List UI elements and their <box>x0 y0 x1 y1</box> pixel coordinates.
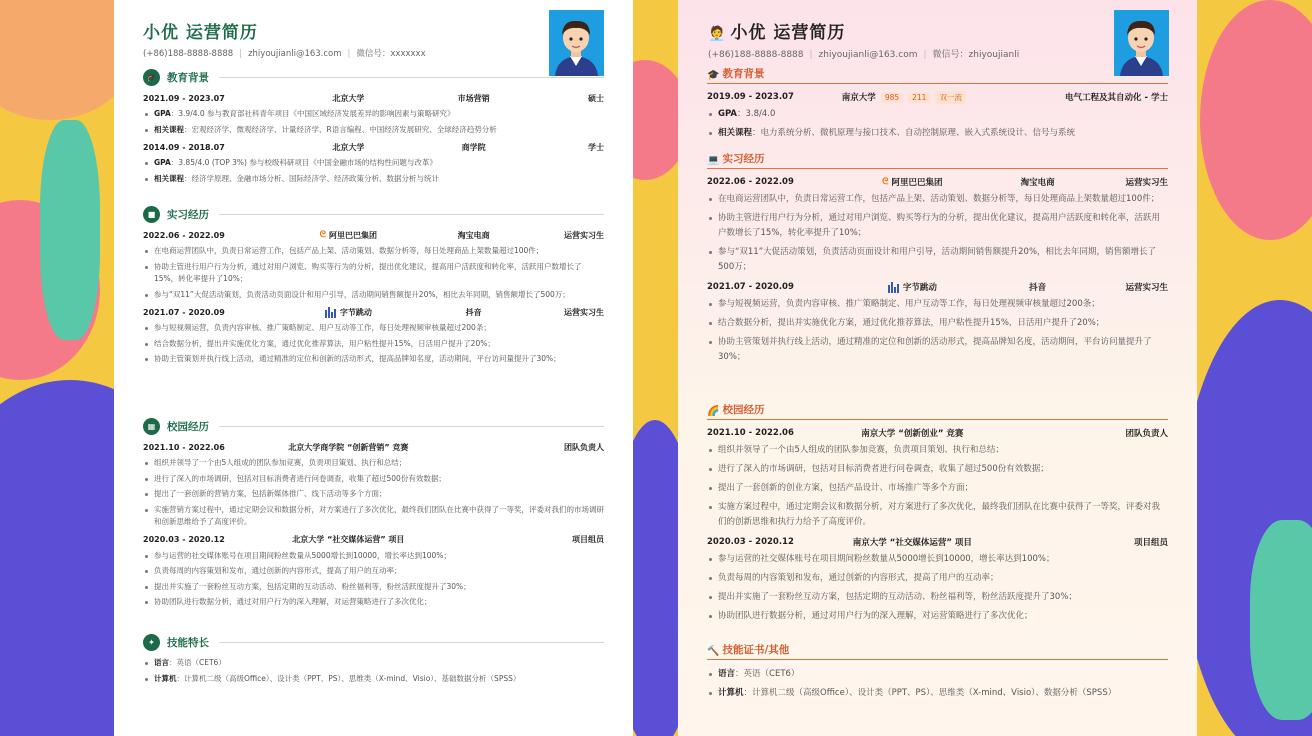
list-item <box>143 338 604 351</box>
item-text: 结合数据分析，提出并实施优化方案，通过优化推荐算法，用户粘性提升15%，日活用户提升了20%； <box>154 338 495 348</box>
section-divider <box>219 642 604 643</box>
alibaba-logo-icon: ᘓ <box>319 230 326 240</box>
entry-date: 2021.10 - 2022.06 <box>707 428 794 438</box>
entry-org <box>283 230 413 241</box>
section-graduation-cap <box>707 68 1168 145</box>
profile-photo <box>549 10 604 76</box>
item-text: ：计算机二级（高级Office）、设计类（PPT、PS）、思维类（X-mind、Visio）、基础数据分析（SPSS） <box>176 673 521 683</box>
item-text: 参与短视频运营，负责内容审核、推广策略制定、用户互动等工作，每日处理视频审核量超过200条； <box>718 299 1100 309</box>
entry-dept: 淘宝电商 <box>1020 178 1055 188</box>
section-title: 技能特长 <box>167 636 209 649</box>
entry-header <box>143 532 604 548</box>
entry-date: 2022.06 - 2022.09 <box>143 230 225 240</box>
section-campus <box>143 417 604 612</box>
list-item <box>707 126 1168 141</box>
entry-header <box>143 439 604 455</box>
list-item <box>707 211 1168 241</box>
entry-date: 2014.09 - 2018.07 <box>143 142 225 152</box>
entry-header <box>707 534 1168 550</box>
list-item <box>143 596 604 609</box>
wechat: 微信号：xxxxxxx <box>356 49 426 59</box>
section-hammer <box>707 644 1168 705</box>
resume-orange <box>678 0 1197 736</box>
entry-org-name: 阿里巴巴集团 <box>329 230 377 240</box>
item-key: GPA <box>154 158 171 167</box>
section-header <box>707 644 1168 660</box>
item-text: 提出并实施了一套粉丝互动方案，包括定期的互动活动、粉丝福利等，粉丝活跃度提升了30%； <box>718 592 1077 602</box>
list-item <box>143 504 604 529</box>
item-text: 提出并实施了一套粉丝互动方案，包括定期的互动活动、粉丝福利等，粉丝活跃度提升了30%； <box>154 581 471 591</box>
entry-header <box>143 227 604 243</box>
list-item <box>143 173 604 186</box>
list-item <box>707 686 1168 701</box>
section-briefcase <box>143 205 604 369</box>
section-header <box>707 153 1168 169</box>
laptop-icon: 💻 <box>707 155 720 166</box>
entry-org <box>283 142 413 153</box>
entry-header <box>707 279 1168 295</box>
entry-role: 运营实习生 <box>1125 283 1168 293</box>
entry-dept: 淘宝电商 <box>457 230 490 240</box>
graduation-cap-icon: 🎓 <box>707 70 720 81</box>
list-item <box>707 590 1168 605</box>
section-divider <box>219 214 604 215</box>
list-item <box>143 673 604 686</box>
entry-role: 运营实习生 <box>1125 178 1168 188</box>
entry-role: 项目组员 <box>571 535 604 544</box>
entry-header <box>143 90 604 106</box>
list-item <box>707 609 1168 624</box>
entry-org-name: 南京大学 “社交媒体运营” 项目 <box>852 538 972 548</box>
item-key: GPA <box>718 109 738 119</box>
section-title: 技能证书/其他 <box>722 644 790 656</box>
item-key: 相关课程 <box>718 128 753 138</box>
item-text: 参与短视频运营，负责内容审核、推广策略制定、用户互动等工作，每日处理视频审核量超过200条； <box>154 323 491 332</box>
item-text: 在电商运营团队中，负责日常运营工作，包括产品上架、活动策划、数据分析等，每日处理商品上架数量超过100件； <box>718 194 1160 204</box>
item-text: ：计算机二级（高级Office）、设计类（PPT、PS）、思维类（X-mind、Visio）、数据分析（SPSS） <box>743 688 1117 698</box>
entry-org-name: 北京大学 <box>332 142 365 152</box>
section-title: 教育背景 <box>167 71 209 84</box>
entry-dept: 抖音 <box>1029 283 1047 293</box>
section-header <box>707 404 1168 420</box>
entry-date: 2021.10 - 2022.06 <box>143 442 225 452</box>
item-text: 参与“双11”大促活动策划，负责活动页面设计和用户引导，活动期间销售额提升20%，相比去年同期，销售额增长了500万； <box>154 289 570 299</box>
item-text: 负责每周的内容策划和发布，通过创新的内容形式，提高了用户的互动率； <box>718 573 999 583</box>
campus-icon: ▦ <box>143 418 160 435</box>
item-key: GPA <box>154 109 171 118</box>
item-text: ：3.8/4.0 <box>737 109 776 119</box>
entry-header <box>707 174 1168 190</box>
entry-header <box>707 425 1168 441</box>
item-text: 结合数据分析，提出并实施优化方案，通过优化推荐算法，用户粘性提升15%，日活用户提升了20%； <box>718 318 1105 328</box>
section-laptop <box>707 153 1168 369</box>
list-item <box>143 457 604 470</box>
entry-date: 2022.06 - 2022.09 <box>707 177 794 187</box>
profile-photo <box>1114 10 1169 76</box>
section-header <box>143 417 604 435</box>
entry-header <box>707 89 1168 105</box>
item-text: 在电商运营团队中，负责日常运营工作，包括产品上架、活动策划、数据分析等，每日处理商品上架数量超过100件； <box>154 246 544 255</box>
entry-date: 2019.09 - 2023.07 <box>707 92 794 102</box>
item-text: 进行了深入的市场调研，包括对目标消费者进行问卷调查，收集了超过500份有效数据； <box>718 464 1049 474</box>
list-item <box>143 488 604 501</box>
list-item <box>707 335 1168 365</box>
section-spacer <box>143 651 604 655</box>
list-item <box>143 550 604 563</box>
resume-title-text: 小优 运营简历 <box>730 23 846 43</box>
entry-org <box>841 91 966 104</box>
item-text: 参与“双11”大促活动策划，负责活动页面设计和用户引导，活动期间销售额提升20%，相比去年同期，销售额增长了500万； <box>718 247 1157 272</box>
resume-green <box>114 0 633 736</box>
entry-org <box>283 307 413 318</box>
item-key: 语言 <box>154 658 169 667</box>
item-text: 提出了一套创新的创业方案，包括产品设计、市场推广等多个方面； <box>718 483 974 493</box>
list-item <box>143 657 604 670</box>
list-item <box>707 245 1168 275</box>
hammer-icon: 🔨 <box>707 646 720 657</box>
entry-org-name: 北京大学商学院 “创新营销” 竞赛 <box>288 442 409 452</box>
entry-date: 2021.07 - 2020.09 <box>143 307 225 317</box>
phone: (+86)188-8888-8888 <box>708 50 804 60</box>
list-item <box>143 108 604 121</box>
item-text: 协助主管策划并执行线上活动，通过精准的定位和创新的活动形式，提高品牌知名度，活动期间，平台访问量提升了30%； <box>154 354 561 363</box>
entry-org <box>847 176 977 188</box>
bytedance-logo-icon <box>888 282 899 293</box>
entry-header <box>143 139 604 155</box>
entry-date: 2021.09 - 2023.07 <box>143 93 225 103</box>
section-skills <box>143 633 604 688</box>
item-text: 协助主管进行用户行为分析，通过对用户浏览、购买等行为的分析，提出优化建议，提高用户活跃度和转化率，活跃用户数增长了15%，转化率提升了10%； <box>154 261 582 283</box>
section-title: 校园经历 <box>167 420 209 433</box>
alibaba-logo-icon: ᘓ <box>882 177 889 187</box>
section-header <box>143 633 604 651</box>
item-text: ：电力系统分析、微机原理与接口技术、自动控制原理、嵌入式系统设计、信号与系统 <box>752 128 1076 138</box>
section-header <box>707 68 1168 84</box>
item-text: 组织并领导了一个由5人组成的团队参加竞赛，负责项目策划、执行和总结； <box>718 445 1004 455</box>
entry-org-name: 北京大学 “社交媒体运营” 项目 <box>292 535 405 544</box>
section-divider <box>219 426 604 427</box>
entry-role: 电气工程及其自动化 - 学士 <box>1065 93 1168 103</box>
entry-role: 团队负责人 <box>563 442 604 452</box>
list-item <box>707 107 1168 122</box>
entry-role: 运营实习生 <box>563 307 604 317</box>
list-item <box>143 157 604 170</box>
entry-org <box>847 536 977 548</box>
entry-role: 运营实习生 <box>563 230 604 240</box>
item-text: ：宏观经济学、微观经济学、计量经济学、R语言编程、中国经济发展研究、全球经济趋势分析 <box>184 124 497 134</box>
entry-org-name: 南京大学 “创新创业” 竞赛 <box>861 429 964 439</box>
item-key: 相关课程 <box>154 124 184 134</box>
section-spacer <box>707 660 1168 665</box>
entry-org-name: 阿里巴巴集团 <box>891 178 943 188</box>
person-icon: 🧑‍💼 <box>708 26 727 42</box>
list-item <box>143 245 604 258</box>
list-item <box>143 124 604 137</box>
item-text: ：英语（CET6） <box>735 669 800 679</box>
item-text: 协助团队进行数据分析，通过对用户行为的深入理解，对运营策略进行了多次优化； <box>718 611 1033 621</box>
list-item <box>707 571 1168 586</box>
item-key: 相关课程 <box>154 173 184 183</box>
list-item <box>143 289 604 302</box>
item-text: ：3.85/4.0 (TOP 3%) 参与校级科研项目《中国金融市场的结构性问题与改革》 <box>170 158 437 167</box>
rainbow-icon: 🌈 <box>707 406 720 417</box>
entry-role: 学士 <box>587 142 604 152</box>
item-text: 组织并领导了一个由5人组成的团队参加竞赛，负责项目策划、执行和总结； <box>154 458 407 467</box>
list-item <box>143 261 604 286</box>
entry-dept: 抖音 <box>465 307 482 317</box>
contact-line: (+86)188-8888-8888 | zhiyoujianli@163.com | 微信号：xxxxxxx <box>143 49 426 59</box>
entry-role: 团队负责人 <box>1125 429 1168 439</box>
list-item <box>707 462 1168 477</box>
section-header <box>143 68 604 86</box>
entry-date: 2020.03 - 2020.12 <box>707 537 794 547</box>
entry-org-name: 南京大学 <box>841 93 876 103</box>
school-tag: 985 <box>881 92 903 103</box>
entry-date: 2020.03 - 2020.12 <box>143 535 225 544</box>
list-item <box>707 297 1168 312</box>
item-text: 负责每周的内容策划和发布，通过创新的内容形式，提高了用户的互动率； <box>154 566 402 575</box>
wechat: 微信号：zhiyoujianli <box>932 50 1020 60</box>
item-text: 提出了一套创新的营销方案，包括新媒体推广、线下活动等多个方面； <box>154 489 387 498</box>
item-text: 参与运营的社交媒体账号在项目期间粉丝数量从5000增长到10000，增长率达到100%； <box>154 550 451 560</box>
entry-dept: 商学院 <box>461 142 486 152</box>
entry-role: 项目组员 <box>1133 538 1168 548</box>
briefcase-icon: ■ <box>143 206 160 223</box>
contact-line: (+86)188-8888-8888 | zhiyoujianli@163.com | 微信号：zhiyoujianli <box>708 50 1020 60</box>
entry-org <box>847 427 977 439</box>
item-text: ：英语（CET6） <box>169 658 226 667</box>
email: zhiyoujianli@163.com <box>818 50 918 60</box>
list-item <box>143 581 604 594</box>
list-item <box>707 552 1168 567</box>
list-item <box>143 322 604 335</box>
resume-title: 小优 运营简历 <box>143 23 258 43</box>
section-divider <box>219 77 604 78</box>
entry-dept: 市场营销 <box>457 93 490 103</box>
item-key: 计算机 <box>718 688 744 698</box>
list-item <box>143 565 604 578</box>
item-text: 实施营销方案过程中，通过定期会议和数据分析，对方案进行了多次优化，最终我们团队在比赛中获得了一等奖，评委对我们的市场调研和创新思维给予了高度评价。 <box>154 504 604 526</box>
entry-org <box>847 281 977 293</box>
list-item <box>143 353 604 366</box>
section-header <box>143 205 604 223</box>
item-text: ：经济学原理、金融市场分析、国际经济学、经济政策分析、数据分析与统计 <box>184 173 439 183</box>
item-key: 计算机 <box>154 673 177 683</box>
skills-icon: ✦ <box>143 634 160 651</box>
list-item <box>707 481 1168 496</box>
bytedance-logo-icon <box>325 307 336 318</box>
entry-org-name: 字节跳动 <box>902 283 937 293</box>
item-text: 协助主管策划并执行线上活动，通过精准的定位和创新的活动形式，提高品牌知名度，活动期间，平台访问量提升了30%； <box>718 337 1152 362</box>
entry-org <box>283 93 413 104</box>
list-item <box>707 316 1168 331</box>
section-title: 校园经历 <box>722 404 765 416</box>
entry-org <box>283 442 413 453</box>
entry-org <box>283 534 413 545</box>
item-text: 进行了深入的市场调研，包括对目标消费者进行问卷调查，收集了超过500份有效数据； <box>154 473 446 483</box>
item-text: 协助团队进行数据分析，通过对用户行为的深入理解，对运营策略进行了多次优化； <box>154 597 432 606</box>
email: zhiyoujianli@163.com <box>248 49 342 59</box>
entry-org-name: 北京大学 <box>332 93 365 103</box>
list-item <box>143 473 604 486</box>
item-key: 语言 <box>718 669 736 679</box>
graduation-cap-icon: 🎓 <box>143 69 160 86</box>
section-rainbow <box>707 404 1168 628</box>
section-title: 教育背景 <box>722 68 765 80</box>
resume-title <box>708 18 845 43</box>
item-text: 参与运营的社交媒体账号在项目期间粉丝数量从5000增长到10000，增长率达到100%； <box>718 554 1055 564</box>
item-text: ：3.9/4.0 参与教育部社科青年项目《中国区域经济发展差异的影响因素与策略研究》 <box>170 109 455 118</box>
entry-date: 2021.07 - 2020.09 <box>707 282 794 292</box>
entry-org-name: 字节跳动 <box>339 307 372 317</box>
section-title: 实习经历 <box>167 208 209 221</box>
school-tag: 211 <box>908 92 930 103</box>
section-graduation-cap <box>143 68 604 188</box>
entry-role: 硕士 <box>587 93 604 103</box>
list-item <box>707 500 1168 530</box>
phone: (+86)188-8888-8888 <box>143 49 234 59</box>
section-title: 实习经历 <box>722 153 765 165</box>
list-item <box>707 443 1168 458</box>
item-text: 协助主管进行用户行为分析，通过对用户浏览、购买等行为的分析，提出优化建议，提高用户活跃度和转化率，活跃用户数增长了15%，转化率提升了10%； <box>718 213 1161 238</box>
entry-header <box>143 304 604 320</box>
school-tag: 双一流 <box>935 91 966 104</box>
list-item <box>707 667 1168 682</box>
list-item <box>707 192 1168 207</box>
item-text: 实施方案过程中，通过定期会议和数据分析，对方案进行了多次优化，最终我们团队在比赛中获得了一等奖，评委对我们的创新思维和执行力给予了高度评价。 <box>718 502 1161 527</box>
